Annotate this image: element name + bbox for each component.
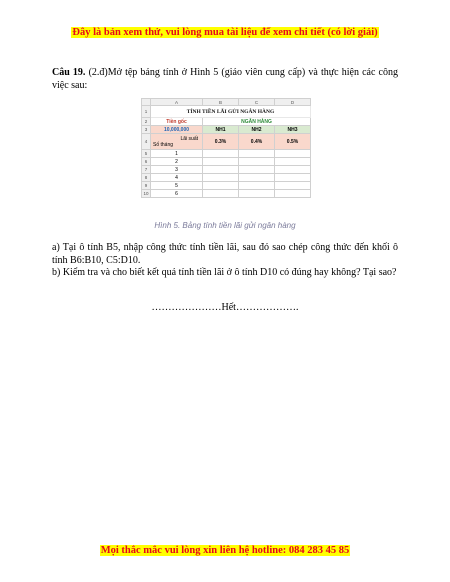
month-cell: 3 [151,166,203,174]
preview-notice-text: Đây là bản xem thử, vui lòng mua tài liệu để xem chi tiết (có lời giải) [72,27,378,38]
hotline-banner [0,545,450,556]
tien-goc-value: 10,000,000 [151,126,203,134]
sheet-title: TÍNH TIỀN LÃI GỬI NGÂN HÀNG [151,106,311,118]
sheet-row-3 [142,126,311,134]
rate-nh2: 0.4% [239,134,275,150]
month-cell: 6 [151,190,203,198]
rate-nh3: 0.5% [275,134,311,150]
col-header-c: C [239,99,275,106]
month-cell: 4 [151,174,203,182]
spreadsheet-figure [141,98,310,216]
month-cell: 5 [151,182,203,190]
sheet-row-9 [142,182,311,190]
sheet-row-2 [142,118,311,126]
row-number: 8 [142,174,151,182]
row-number: 9 [142,182,151,190]
row-number: 3 [142,126,151,134]
row-number: 4 [142,134,151,150]
question-points: (2.đ) [88,67,108,78]
month-cell: 1 [151,150,203,158]
bank-nh1: NH1 [203,126,239,134]
hotline-text: Mọi thắc mắc vui lòng xin liên hệ hotline: 084 283 45 85 [100,545,350,556]
ngan-hang-label: NGÂN HÀNG [203,118,311,126]
row-number: 1 [142,106,151,118]
lai-suat-so-thang-cell [151,134,203,150]
month-cell: 2 [151,158,203,166]
row-number: 6 [142,158,151,166]
sheet-row-7 [142,166,311,174]
bank-nh3: NH3 [275,126,311,134]
question-number: Câu 19. [52,67,86,78]
question-text: Mở tệp bảng tính ở Hình 5 (giáo viên cung cấp) và thực hiện các công việc sau: [52,67,398,91]
preview-notice-banner [0,27,450,38]
sheet-row-4 [142,134,311,150]
col-header-a: A [151,99,203,106]
question-19 [52,67,398,92]
column-header-row [142,99,311,106]
sheet-row-10 [142,190,311,198]
figure-caption: Hình 5. Bảng tính tiền lãi gửi ngân hàng [154,221,296,230]
sheet-row-1 [142,106,311,118]
tien-goc-label: Tiền gốc [151,118,203,126]
bank-nh2: NH2 [239,126,275,134]
part-b: b) Kiểm tra và cho biết kết quả tính tiền lãi ở ô tính D10 có đúng hay không? Tại sao? [52,267,397,278]
col-header-b: B [203,99,239,106]
sheet-row-5 [142,150,311,158]
col-header-d: D [275,99,311,106]
question-parts [52,242,398,280]
corner-cell [142,99,151,106]
end-marker: …………………Hết………………. [151,302,299,313]
sheet-row-6 [142,158,311,166]
row-number: 5 [142,150,151,158]
row-number: 10 [143,191,149,196]
lai-suat-label: Lãi suất [180,135,198,142]
rate-nh1: 0.3% [203,134,239,150]
sheet-row-8 [142,174,311,182]
so-thang-label: Số tháng [153,141,174,148]
row-number: 7 [142,166,151,174]
row-number: 2 [142,118,151,126]
part-a: a) Tại ô tính B5, nhập công thức tính tiền lãi, sau đó sao chép công thức đến khối ô tính B6:B10, C5:D10. [52,242,398,266]
